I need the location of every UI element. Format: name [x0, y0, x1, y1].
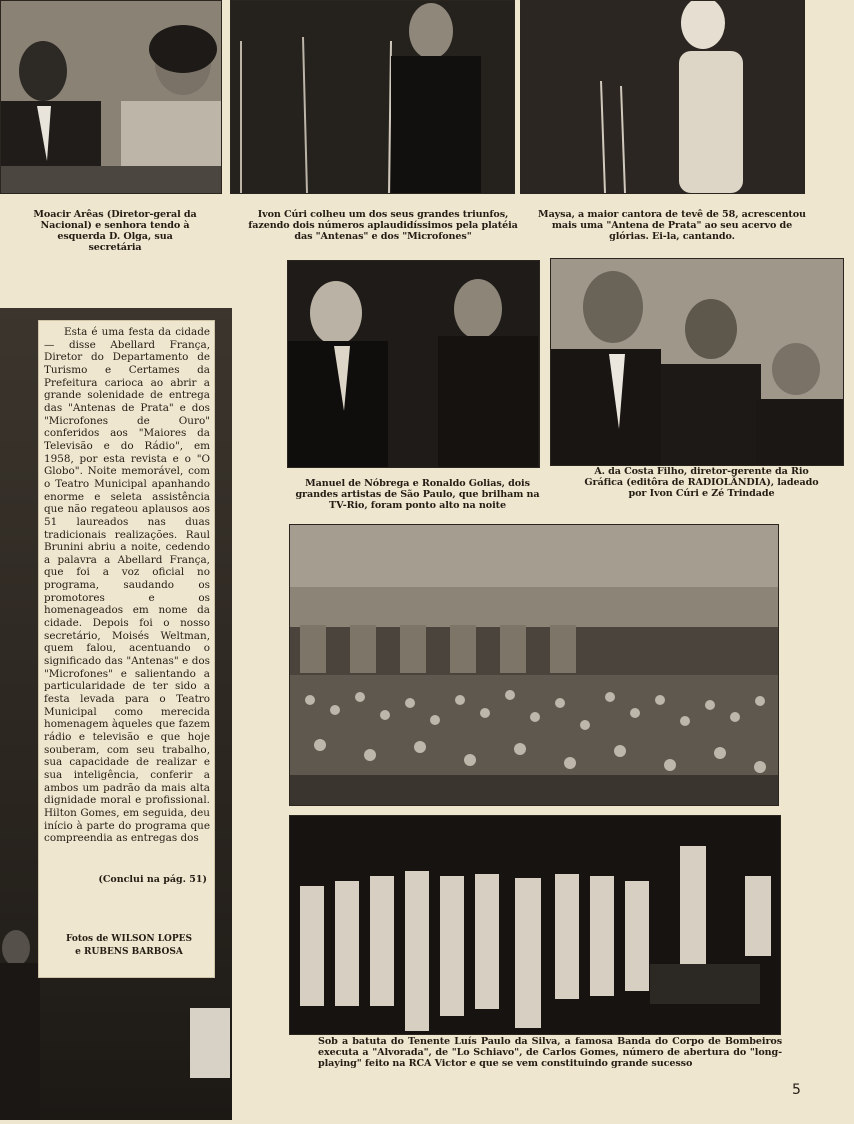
photo-credits	[44, 933, 214, 959]
photo-ivon-curi	[230, 0, 515, 194]
caption-costa-filho: A. da Costa Filho, diretor-gerente da Rio Gráfica (editôra de RADIOLÂNDIA), ladeado por Ivon Cúri e Zé Trindade	[584, 466, 819, 499]
article-continued: (Conclui na pág. 51)	[98, 874, 207, 885]
caption-manuel-nobrega-golias: Manuel de Nóbrega e Ronaldo Golias, dois grandes artistas de São Paulo, que brilham na TV-Rio, foram ponto alto na noite	[295, 478, 540, 511]
article-body-text: Esta é uma festa da cidade — disse Abellard França, Diretor do Departamento de Turismo e Certames da Prefeitura carioca ao abrir a grande solenidade de entrega das "Antenas de Prata" e dos "Microfones de Ouro" conferidos aos "Maiores da Televisão e do Rádio", em 1958, por esta revista e o "O Globo". Noite memorável, com o Teatro Municipal apanhando enorme e seleta assistência que não regateou aplausos aos 51 laureados nas duas tradicionais realizações. Raul Brunini abriu a noite, cedendo a palavra a Abellard França, que foi a voz oficial no programa, saudando os promotores e os homenageados em nome da cidade. Depois foi o nosso secretário, Moisés Weltman, quem falou, acentuando o significado das "Antenas" e dos "Microfones" e salientando a particularidade de ter sido a festa levada para o Teatro Municipal como merecida homenagem àqueles que fazem rádio e televisão e que hoje souberam, com seu trabalho, sua capacidade de realizar e sua inteligência, conferir a ambos um padrão da mais alta dignidade moral e profissional. Hilton Gomes, em seguida, deu início à parte do programa que compreendia as entregas dos	[44, 326, 210, 845]
article-body	[44, 326, 210, 845]
photo-moacir-areas-figures	[1, 1, 221, 193]
photo-teatro-municipal-audience-figures	[290, 525, 778, 805]
caption-ivon-curi: Ivon Cúri colheu um dos seus grandes triunfos, fazendo dois números aplaudidíssimos pela platéia das "Antenas" e dos "Microfones"	[248, 209, 518, 242]
photo-manuel-nobrega-golias	[287, 260, 540, 468]
photo-maysa	[520, 0, 805, 194]
photo-costa-filho	[550, 258, 844, 466]
photo-moacir-areas	[0, 0, 222, 194]
photo-costa-filho-figures	[551, 259, 843, 465]
photo-maysa-figures	[521, 1, 804, 193]
photo-credits-line2: e RUBENS BARBOSA	[75, 947, 183, 957]
caption-banda-corpo-bombeiros: Sob a batuta do Tenente Luís Paulo da Silva, a famosa Banda do Corpo de Bombeiros executa a "Alvorada", de "Lo Schiavo", de Carlos Gomes, número de abertura do "long-playing" feito na RCA Victor e que se vem constituindo grande sucesso	[318, 1036, 782, 1069]
caption-maysa: Maysa, a maior cantora de tevê de 58, acrescentou mais uma "Antena de Prata" ao seu acervo de glórias. Ei-la, cantando.	[538, 209, 806, 242]
caption-moacir-areas: Moacir Arêas (Diretor-geral da Nacional) e senhora tendo à esquerda D. Olga, sua secretária	[33, 209, 197, 253]
photo-credits-line1: Fotos de WILSON LOPES	[65, 934, 193, 944]
photo-banda-corpo-bombeiros-figures	[290, 816, 780, 1034]
photo-ivon-curi-figures	[231, 1, 514, 193]
page-number: 5	[792, 1082, 801, 1098]
photo-banda-corpo-bombeiros	[289, 815, 781, 1035]
photo-manuel-nobrega-golias-figures	[288, 261, 539, 467]
photo-teatro-municipal-audience	[289, 524, 779, 806]
